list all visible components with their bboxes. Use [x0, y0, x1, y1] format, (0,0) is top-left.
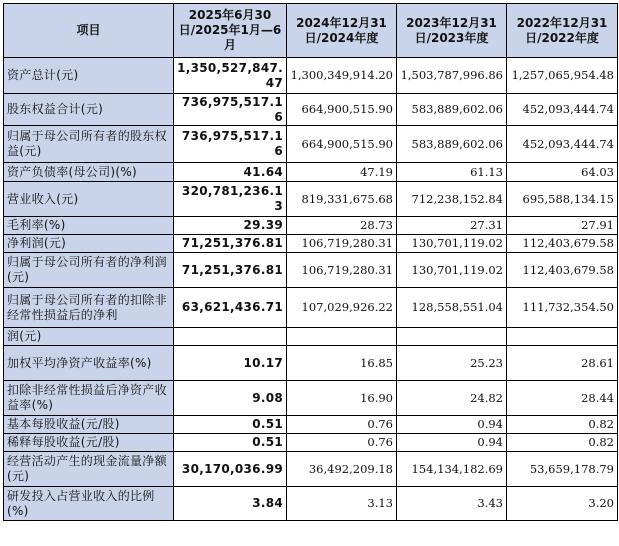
value-2022: 452,093,444.74: [507, 126, 618, 163]
value-2024: 664,900,515.90: [287, 126, 397, 163]
value-2025h1: 1,350,527,847.47: [174, 58, 287, 94]
value-2025h1: 736,975,517.16: [174, 94, 287, 126]
value-2022: 112,403,679.58: [507, 253, 618, 288]
row-label: 归属于母公司所有者的扣除非经常性损益后的净利: [4, 288, 174, 328]
value-2025h1: 29.39: [174, 217, 287, 235]
value-2023: 0.94: [397, 416, 507, 434]
value-2024: [287, 328, 397, 346]
value-2024: 16.90: [287, 381, 397, 416]
value-2022: 695,588,134.15: [507, 182, 618, 217]
table-row: [4, 126, 618, 163]
value-2022: [507, 328, 618, 346]
value-2022: 111,732,354.50: [507, 288, 618, 328]
value-2022: 452,093,444.74: [507, 94, 618, 126]
value-2023: 3.43: [397, 487, 507, 521]
value-2023: [397, 328, 507, 346]
value-2024: 107,029,926.22: [287, 288, 397, 328]
financial-data-table: [3, 3, 618, 521]
table-row: [4, 346, 618, 381]
value-2024: 0.76: [287, 416, 397, 434]
value-2023: 583,889,602.06: [397, 94, 507, 126]
value-2025h1: 10.17: [174, 346, 287, 381]
row-label: 营业收入(元): [4, 182, 174, 217]
table-row: [4, 452, 618, 487]
value-2022: 1,257,065,954.48: [507, 58, 618, 94]
row-label: 资产负债率(母公司)(%): [4, 163, 174, 182]
table-row: [4, 487, 618, 521]
header-period-2023: 2023年12月31日/2023年度: [397, 4, 507, 58]
value-2022: 112,403,679.58: [507, 235, 618, 253]
value-2025h1: 63,621,436.71: [174, 288, 287, 328]
header-item: 项目: [4, 4, 174, 58]
row-label: 稀释每股收益(元/股): [4, 434, 174, 452]
header-period-2025h1: 2025年6月30日/2025年1月—6月: [174, 4, 287, 58]
value-2025h1: 3.84: [174, 487, 287, 521]
table-row: [4, 416, 618, 434]
value-2022: 28.44: [507, 381, 618, 416]
value-2023: 130,701,119.02: [397, 253, 507, 288]
table-row: [4, 328, 618, 346]
row-label: 股东权益合计(元): [4, 94, 174, 126]
value-2024: 1,300,349,914.20: [287, 58, 397, 94]
row-label: 归属于母公司所有者的净利润(元): [4, 253, 174, 288]
value-2023: 25.23: [397, 346, 507, 381]
value-2022: 28.61: [507, 346, 618, 381]
row-label: 资产总计(元): [4, 58, 174, 94]
value-2022: 64.03: [507, 163, 618, 182]
value-2023: 24.82: [397, 381, 507, 416]
header-period-2024: 2024年12月31日/2024年度: [287, 4, 397, 58]
value-2024: 36,492,209.18: [287, 452, 397, 487]
table-row: [4, 288, 618, 328]
value-2024: 47.19: [287, 163, 397, 182]
value-2025h1: [174, 328, 287, 346]
value-2023: 154,134,182.69: [397, 452, 507, 487]
value-2023: 130,701,119.02: [397, 235, 507, 253]
value-2022: 0.82: [507, 416, 618, 434]
value-2025h1: 0.51: [174, 416, 287, 434]
value-2025h1: 0.51: [174, 434, 287, 452]
table-row: [4, 58, 618, 94]
value-2022: 53,659,178.79: [507, 452, 618, 487]
value-2022: 27.91: [507, 217, 618, 235]
value-2023: 712,238,152.84: [397, 182, 507, 217]
value-2024: 16.85: [287, 346, 397, 381]
value-2025h1: 30,170,036.99: [174, 452, 287, 487]
table-row: [4, 217, 618, 235]
row-label: 净利润(元): [4, 235, 174, 253]
table-row: [4, 163, 618, 182]
row-label: 归属于母公司所有者的股东权益(元): [4, 126, 174, 163]
value-2025h1: 9.08: [174, 381, 287, 416]
value-2024: 106,719,280.31: [287, 253, 397, 288]
value-2023: 1,503,787,996.86: [397, 58, 507, 94]
value-2022: 0.82: [507, 434, 618, 452]
header-period-2022: 2022年12月31日/2022年度: [507, 4, 618, 58]
value-2025h1: 71,251,376.81: [174, 235, 287, 253]
table-header-row: [4, 4, 618, 58]
value-2023: 0.94: [397, 434, 507, 452]
value-2025h1: 320,781,236.13: [174, 182, 287, 217]
row-label: 毛利率(%): [4, 217, 174, 235]
value-2024: 28.73: [287, 217, 397, 235]
value-2024: 106,719,280.31: [287, 235, 397, 253]
value-2025h1: 736,975,517.16: [174, 126, 287, 163]
table-row: [4, 182, 618, 217]
table-row: [4, 434, 618, 452]
value-2024: 3.13: [287, 487, 397, 521]
value-2024: 0.76: [287, 434, 397, 452]
row-label: 润(元): [4, 328, 174, 346]
value-2025h1: 41.64: [174, 163, 287, 182]
row-label: 基本每股收益(元/股): [4, 416, 174, 434]
value-2023: 583,889,602.06: [397, 126, 507, 163]
value-2022: 3.20: [507, 487, 618, 521]
row-label: 加权平均净资产收益率(%): [4, 346, 174, 381]
value-2023: 61.13: [397, 163, 507, 182]
value-2024: 664,900,515.90: [287, 94, 397, 126]
row-label: 经营活动产生的现金流量净额(元): [4, 452, 174, 487]
value-2025h1: 71,251,376.81: [174, 253, 287, 288]
value-2023: 27.31: [397, 217, 507, 235]
table-row: [4, 253, 618, 288]
table-row: [4, 235, 618, 253]
value-2024: 819,331,675.68: [287, 182, 397, 217]
value-2023: 128,558,551.04: [397, 288, 507, 328]
row-label: 扣除非经常性损益后净资产收益率(%): [4, 381, 174, 416]
table-row: [4, 94, 618, 126]
row-label: 研发投入占营业收入的比例(%): [4, 487, 174, 521]
table-row: [4, 381, 618, 416]
